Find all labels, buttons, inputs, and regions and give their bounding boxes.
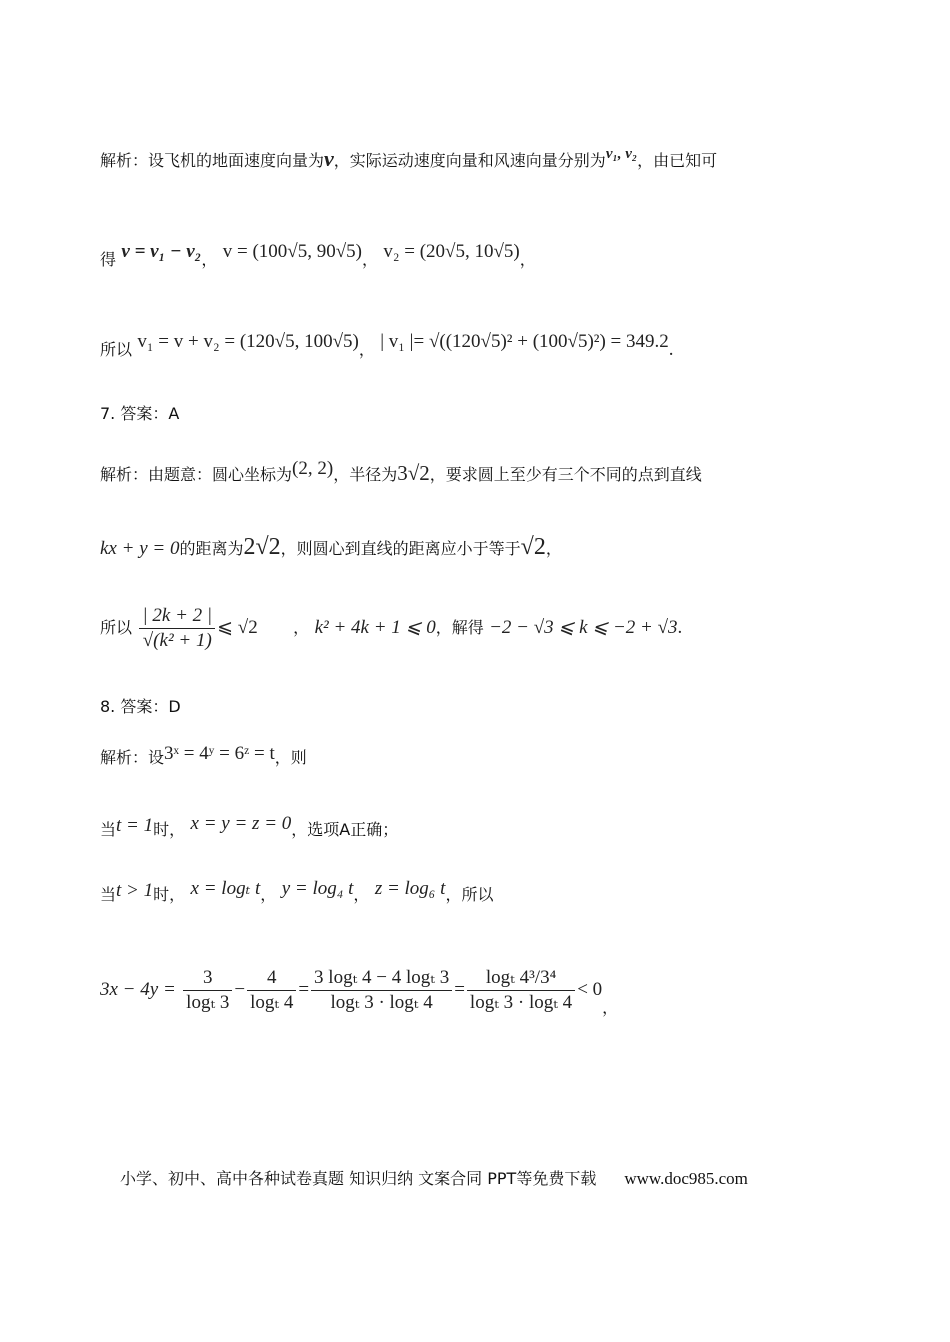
distance: 2√2 [243,534,281,560]
footer-text: 小学、初中、高中各种试卷真题 知识归纳 文案合同 PPT等免费下载 [120,1169,597,1188]
log-x: x = logₜ t [190,878,261,899]
log-y: y = log₄ t [281,878,354,899]
comma: ， [358,340,375,359]
analysis-text: ，要求圆上至少有三个不同的点到直线 [429,465,702,484]
analysis-text: 设 [148,748,165,767]
q7-analysis-line2 [100,535,890,561]
q8-analysis-line2 [100,812,890,842]
equation: v₁ = v + v₂ = (120√5, 100√5) [137,331,359,352]
fraction-numerator: | 2k + 2 | [139,604,215,629]
footer-url[interactable]: www.doc985.com [624,1169,748,1188]
analysis-text: 当 [100,820,117,839]
analysis-text: ，解得 [435,618,484,637]
q8-analysis-line1 [100,742,890,770]
analysis-text: ，则 [274,748,307,767]
distance-fraction [139,604,215,653]
exp-equation: 3ˣ = 4ʸ = 6ᶻ = t [164,743,275,764]
fraction-numerator: 4 [247,966,296,991]
vector-v: v [324,146,334,171]
equation: | v₁ |= √((120√5)² + (100√5)²) = 349.2 [380,331,669,352]
analysis-text: 当 [100,885,117,904]
analysis-text: 时， [153,820,186,839]
condition: t = 1 [116,815,154,836]
equation-lhs: 3x − 4y = [100,979,176,1000]
condition: t > 1 [116,880,154,901]
fraction-denominator: logₜ 3 · logₜ 4 [330,992,433,1013]
q7-analysis-line1 [100,457,890,487]
analysis-label: 解析： [100,465,149,484]
comma: ， [519,250,536,269]
period: . [668,339,674,360]
analysis-label: 解析： [100,748,149,767]
fraction [311,966,452,1015]
radius: 3√2 [397,461,430,485]
comma: ， [361,250,378,269]
fraction [467,966,575,1015]
fraction-numerator: logₜ 4³/3⁴ [467,966,575,991]
comma: ， [201,250,218,269]
comma: ， [545,539,562,558]
comma: ， [602,998,619,1017]
analysis-text: ，由已知可 [637,151,718,170]
operator: = [298,979,310,1000]
prefix-text: 所以 [100,340,133,359]
operator: − [234,979,246,1000]
solution-range: −2 − √3 ⩽ k ⩽ −2 + √3 [489,617,678,638]
analysis-text: 的距离为 [179,539,244,558]
analysis-text: 时， [153,885,186,904]
prefix-text: 所以 [100,618,133,637]
q8-final-equation [100,950,890,1048]
q6-analysis-line1 [100,142,890,173]
equation-rhs: < 0 [577,979,603,1000]
fraction-denominator: √(k² + 1) [142,630,212,651]
max-distance: √2 [520,534,546,560]
fraction [183,966,232,1015]
equation: x = y = z = 0 [190,813,292,834]
analysis-text: ，则圆心到直线的距离应小于等于 [280,539,521,558]
operator: = [454,979,465,1000]
analysis-text: ，实际运动速度向量和风速向量分别为 [333,151,606,170]
q7-answer: 7. 答案：A [100,404,180,423]
q6-analysis-line2 [100,240,890,272]
vectors-v1-v2: v₁, v₂ [605,146,638,162]
analysis-text: 设飞机的地面速度向量为 [148,151,325,170]
page-footer [120,1166,748,1189]
equation: v = (100√5, 90√5) [222,241,362,262]
fraction-numerator: 3 [183,966,232,991]
line-equation: kx + y = 0 [100,538,180,559]
quadratic-inequality: k² + 4k + 1 ⩽ 0 [314,617,436,638]
q6-analysis-line3 [100,330,890,362]
fraction-numerator: 3 logₜ 4 − 4 logₜ 3 [311,966,452,991]
analysis-text: 由题意：圆心坐标为 [148,465,293,484]
equation: v₂ = (20√5, 10√5) [383,241,520,262]
fraction [247,966,296,1015]
fraction-denominator: logₜ 4 [250,992,294,1013]
fraction-denominator: logₜ 3 · logₜ 4 [469,992,573,1013]
analysis-label: 解析： [100,151,149,170]
equation: v = v₁ − v₂ [121,241,202,262]
log-z: z = log₆ t [374,878,446,899]
q7-analysis-line3: 所以 $\frac{| 2k + 2 |}{\text{√(k² + 1)}}$ ⩽ √2 ， k² + 4k + 1 ⩽ 0，解得 −2 − √3 ⩽ k ⩽ −2 + √3. [100,605,683,651]
q8-analysis-line3: 当t > 1时， x = logₜ t， y = log₄ t， z = log₆ t，所以 [100,878,494,904]
prefix-text: 得 [100,250,117,269]
fraction-denominator: logₜ 3 [186,992,230,1013]
circle-center: (2, 2) [292,458,334,479]
inequality-rhs: ⩽ √2 [217,617,258,638]
analysis-text: ，半径为 [333,465,398,484]
analysis-text: ，所以 [445,885,494,904]
q8-answer: 8. 答案：D [100,697,181,716]
analysis-text: ，选项A正确； [291,820,399,839]
